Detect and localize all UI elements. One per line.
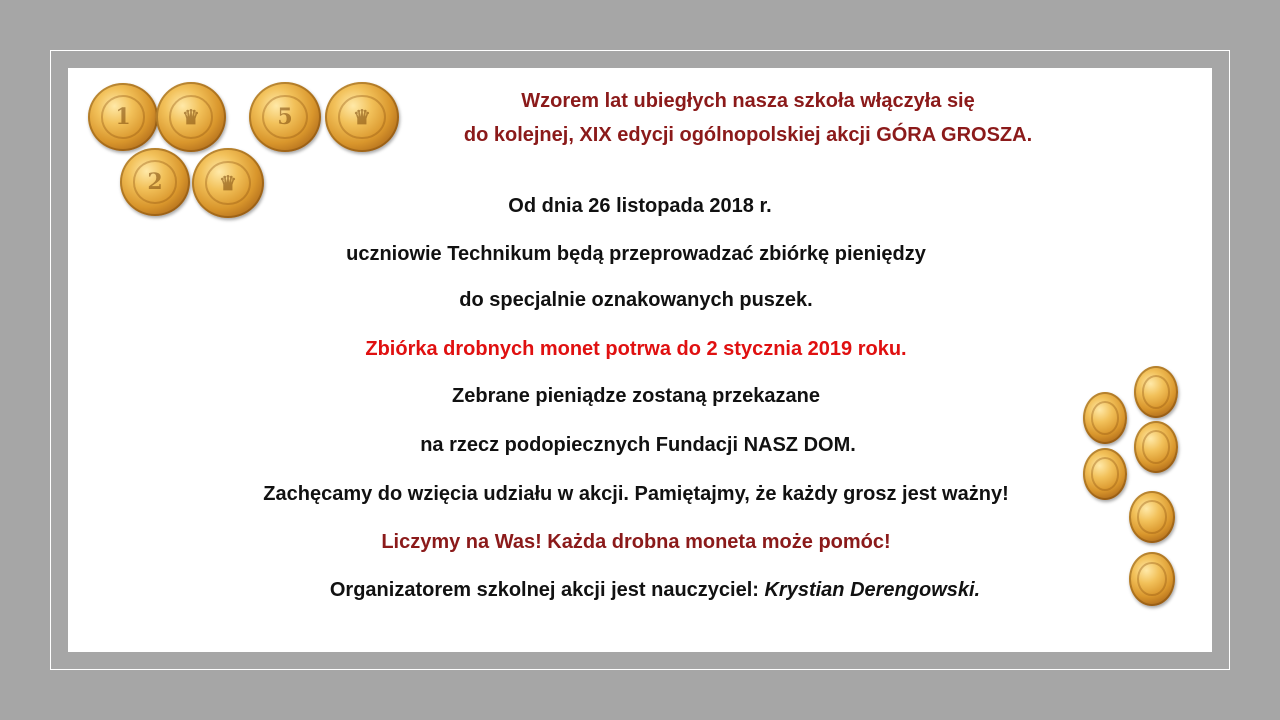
coin-denomination: 5 xyxy=(277,104,293,130)
date-line: Od dnia 26 listopada 2018 r. xyxy=(508,195,772,217)
coin-denomination: 1 xyxy=(115,104,131,130)
coin-eagle-image xyxy=(156,82,226,152)
appeal-line: Liczymy na Was! Każda drobna moneta może pomóc! xyxy=(381,531,891,553)
coin-1-grosz-image xyxy=(88,83,158,151)
intro-line-2: do kolejnej, XIX edycji ogólnopolskiej akcji GÓRA GROSZA. xyxy=(463,124,1033,146)
coin-denomination: 2 xyxy=(147,169,163,195)
intro-line-1: Wzorem lat ubiegłych nasza szkoła włączyła się xyxy=(521,90,975,112)
eagle-icon: ♛ xyxy=(182,105,200,129)
eagle-icon: ♛ xyxy=(353,105,371,129)
organizer-name: Krystian Derengowski. xyxy=(764,579,981,601)
organizer-line xyxy=(68,579,1242,602)
organizer-label: Organizatorem szkolnej akcji jest nauczyciel: xyxy=(329,579,765,601)
foundation-line: na rzecz podopiecznych Fundacji NASZ DOM. xyxy=(420,434,856,456)
coin-5-groszy-image xyxy=(249,82,321,152)
announcement-panel xyxy=(68,68,1212,652)
boxes-line: do specjalnie oznakowanych puszek. xyxy=(459,289,813,311)
eagle-icon: ♛ xyxy=(219,171,237,195)
duration-line: Zbiórka drobnych monet potrwa do 2 stycznia 2019 roku. xyxy=(365,338,907,360)
transfer-line: Zebrane pieniądze zostaną przekazane xyxy=(452,385,820,407)
students-line: uczniowie Technikum będą przeprowadzać zbiórkę pieniędzy xyxy=(346,243,926,265)
encourage-line: Zachęcamy do wzięcia udziału w akcji. Pamiętajmy, że każdy grosz jest ważny! xyxy=(263,483,1009,505)
